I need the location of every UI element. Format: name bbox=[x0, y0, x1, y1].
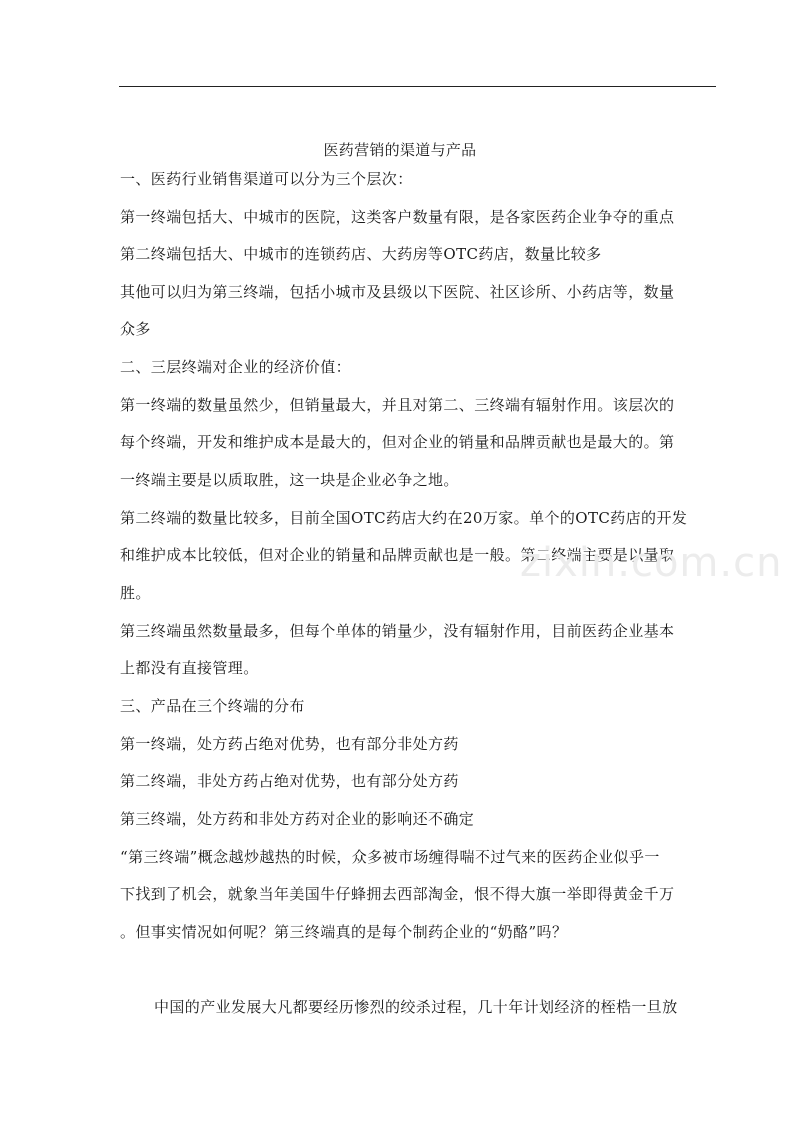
text-line: 众多 bbox=[120, 320, 151, 338]
text-line: “第三终端”概念越炒越热的时候，众多被市场缠得喘不过气来的医药企业似乎一 bbox=[120, 848, 660, 866]
text-line: 。但事实情况如何呢？第三终端真的是每个制药企业的“奶酪”吗？ bbox=[120, 923, 568, 941]
heading-2: 二、三层终端对企业的经济价值： bbox=[120, 358, 352, 376]
text-line: 第三终端，处方药和非处方药对企业的影响还不确定 bbox=[120, 810, 475, 828]
text-line: 和维护成本比较低，但对企业的销量和品牌贡献也是一般。第二终端主要是以量取 bbox=[120, 546, 675, 564]
text-line: 第二终端包括大、中城市的连锁药店、大药房等OTC药店，数量比较多 bbox=[120, 245, 602, 263]
text-line: 上都没有直接管理。 bbox=[120, 659, 259, 677]
text-line: 第一终端包括大、中城市的医院，这类客户数量有限，是各家医药企业争夺的重点 bbox=[120, 208, 675, 226]
header-rule bbox=[119, 86, 716, 87]
text-line: 每个终端，开发和维护成本是最大的，但对企业的销量和品牌贡献也是最大的。第 bbox=[120, 433, 675, 451]
text-line: 第二终端，非处方药占绝对优势，也有部分处方药 bbox=[120, 772, 459, 790]
text-line: 其他可以归为第三终端，包括小城市及县级以下医院、社区诊所、小药店等，数量 bbox=[120, 283, 675, 301]
text-line: 第三终端虽然数量最多，但每个单体的销量少，没有辐射作用，目前医药企业基本 bbox=[120, 622, 675, 640]
document-title: 医药营销的渠道与产品 bbox=[323, 141, 477, 159]
text-line: 第一终端的数量虽然少，但销量最大，并且对第二、三终端有辐射作用。该层次的 bbox=[120, 396, 675, 414]
heading-1: 一、医药行业销售渠道可以分为三个层次： bbox=[120, 170, 413, 188]
heading-3: 三、产品在三个终端的分布 bbox=[120, 697, 305, 715]
text-line: 一终端主要是以质取胜，这一块是企业必争之地。 bbox=[120, 471, 459, 489]
text-line: 下找到了机会，就象当年美国牛仔蜂拥去西部淘金，恨不得大旗一举即得黄金千万 bbox=[120, 885, 675, 903]
watermark: zixin.com.cn bbox=[520, 540, 783, 586]
text-line: 第一终端，处方药占绝对优势，也有部分非处方药 bbox=[120, 735, 459, 753]
text-line: 胜。 bbox=[120, 584, 151, 602]
paragraph-start-line: 中国的产业发展大凡都要经历惨烈的绞杀过程，几十年计划经济的桎梏一旦放 bbox=[154, 998, 678, 1016]
text-line: 第二终端的数量比较多，目前全国OTC药店大约在20万家。单个的OTC药店的开发 bbox=[120, 509, 688, 527]
